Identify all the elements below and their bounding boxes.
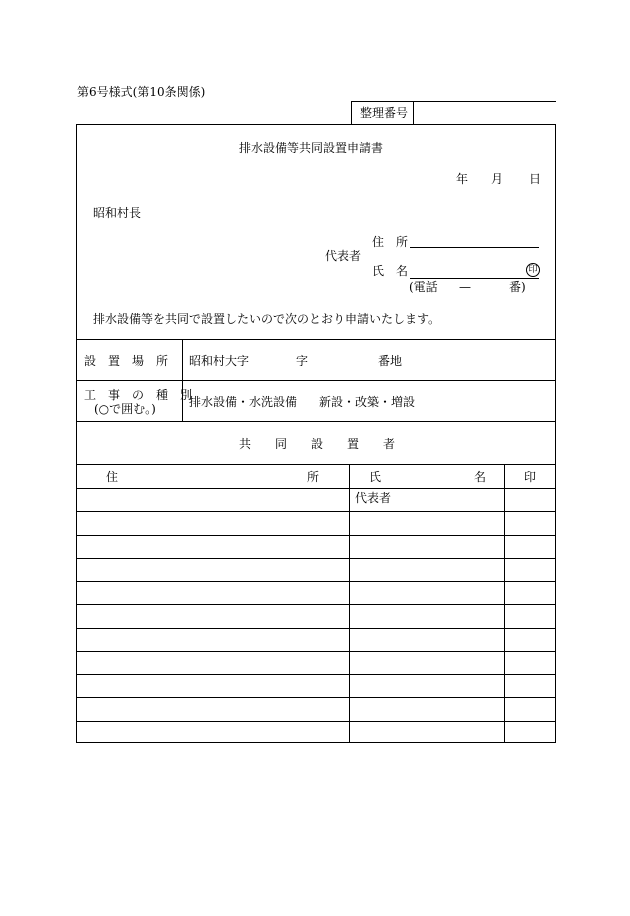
address-cell[interactable] (77, 652, 349, 673)
address-cell[interactable] (77, 629, 349, 650)
date-field[interactable] (408, 168, 546, 188)
col-address-char-1: 住 (106, 470, 119, 484)
seal-cell[interactable] (505, 675, 555, 696)
location-aza: 字 (296, 354, 309, 368)
address-label: 住 所 (372, 235, 409, 249)
name-cell[interactable] (350, 559, 504, 580)
date-month-label: 月 (491, 172, 504, 186)
seal-cell[interactable] (505, 605, 555, 626)
seal-mark-text: 印 (528, 265, 538, 275)
address-cell[interactable] (77, 605, 349, 626)
col-address-char-2: 所 (307, 470, 320, 484)
address-cell[interactable] (77, 536, 349, 557)
address-cell[interactable] (77, 698, 349, 719)
name-cell[interactable] (350, 536, 504, 557)
phone-dash: — (459, 280, 471, 294)
co-installers-title: 共 同 設 置 者 (239, 437, 396, 451)
seal-cell[interactable] (505, 512, 555, 533)
address-cell[interactable] (77, 722, 349, 743)
application-statement: 排水設備等を共同で設置したいので次のとおり申請いたします。 (93, 312, 441, 326)
representative-label: 代表者 (325, 249, 362, 263)
seal-cell[interactable] (505, 698, 555, 719)
seal-cell[interactable] (505, 629, 555, 650)
name-label: 氏 名 (372, 264, 409, 278)
reference-number-box (351, 101, 556, 124)
col-name-char-1: 氏 (369, 470, 382, 484)
phone-close: 番) (509, 280, 526, 294)
seal-cell[interactable] (505, 559, 555, 580)
location-field[interactable] (183, 340, 555, 380)
work-type-item-2[interactable]: 新設・改築・増設 (319, 395, 416, 409)
col-seal: 印 (524, 470, 537, 484)
name-cell[interactable] (350, 489, 504, 510)
name-cell[interactable] (350, 675, 504, 696)
phone-open: (電話 (409, 280, 438, 294)
name-cell[interactable] (350, 605, 504, 626)
name-cell[interactable] (350, 698, 504, 719)
reference-number-field[interactable] (414, 102, 555, 124)
address-cell[interactable] (77, 489, 349, 510)
name-cell[interactable] (350, 512, 504, 533)
name-cell[interactable] (350, 582, 504, 603)
date-year-label: 年 (456, 172, 469, 186)
location-banchi: 番地 (378, 354, 403, 368)
address-cell[interactable] (77, 582, 349, 603)
address-cell[interactable] (77, 559, 349, 580)
name-cell[interactable] (350, 722, 504, 743)
form-title: 排水設備等共同設置申請書 (239, 141, 384, 155)
phone-field[interactable] (440, 279, 506, 294)
seal-cell[interactable] (505, 722, 555, 743)
seal-cell[interactable] (505, 652, 555, 673)
seal-mark (526, 263, 540, 277)
addressee: 昭和村長 (93, 206, 142, 220)
address-cell[interactable] (77, 675, 349, 696)
col-name-char-2: 名 (474, 470, 487, 484)
seal-cell[interactable] (505, 582, 555, 603)
location-prefix: 昭和村大字 (189, 354, 250, 368)
representative-address-field[interactable] (410, 232, 539, 247)
name-cell[interactable] (350, 652, 504, 673)
work-type-label: 工 事 の 種 別 (84, 388, 193, 402)
address-cell[interactable] (77, 512, 349, 533)
work-type-item-1[interactable]: 排水設備・水洗設備 (189, 395, 298, 409)
reference-number-label: 整理番号 (360, 106, 409, 120)
representative-name-field[interactable] (410, 262, 520, 278)
name-cell[interactable] (350, 629, 504, 650)
form-number-label: 第6号様式(第10条関係) (77, 85, 206, 99)
seal-cell[interactable] (505, 489, 555, 510)
first-row-representative: 代表者 (355, 491, 392, 505)
location-label: 設 置 場 所 (84, 354, 169, 368)
seal-cell[interactable] (505, 536, 555, 557)
work-type-note: (○で囲む。) (94, 402, 156, 416)
date-day-label: 日 (529, 172, 542, 186)
